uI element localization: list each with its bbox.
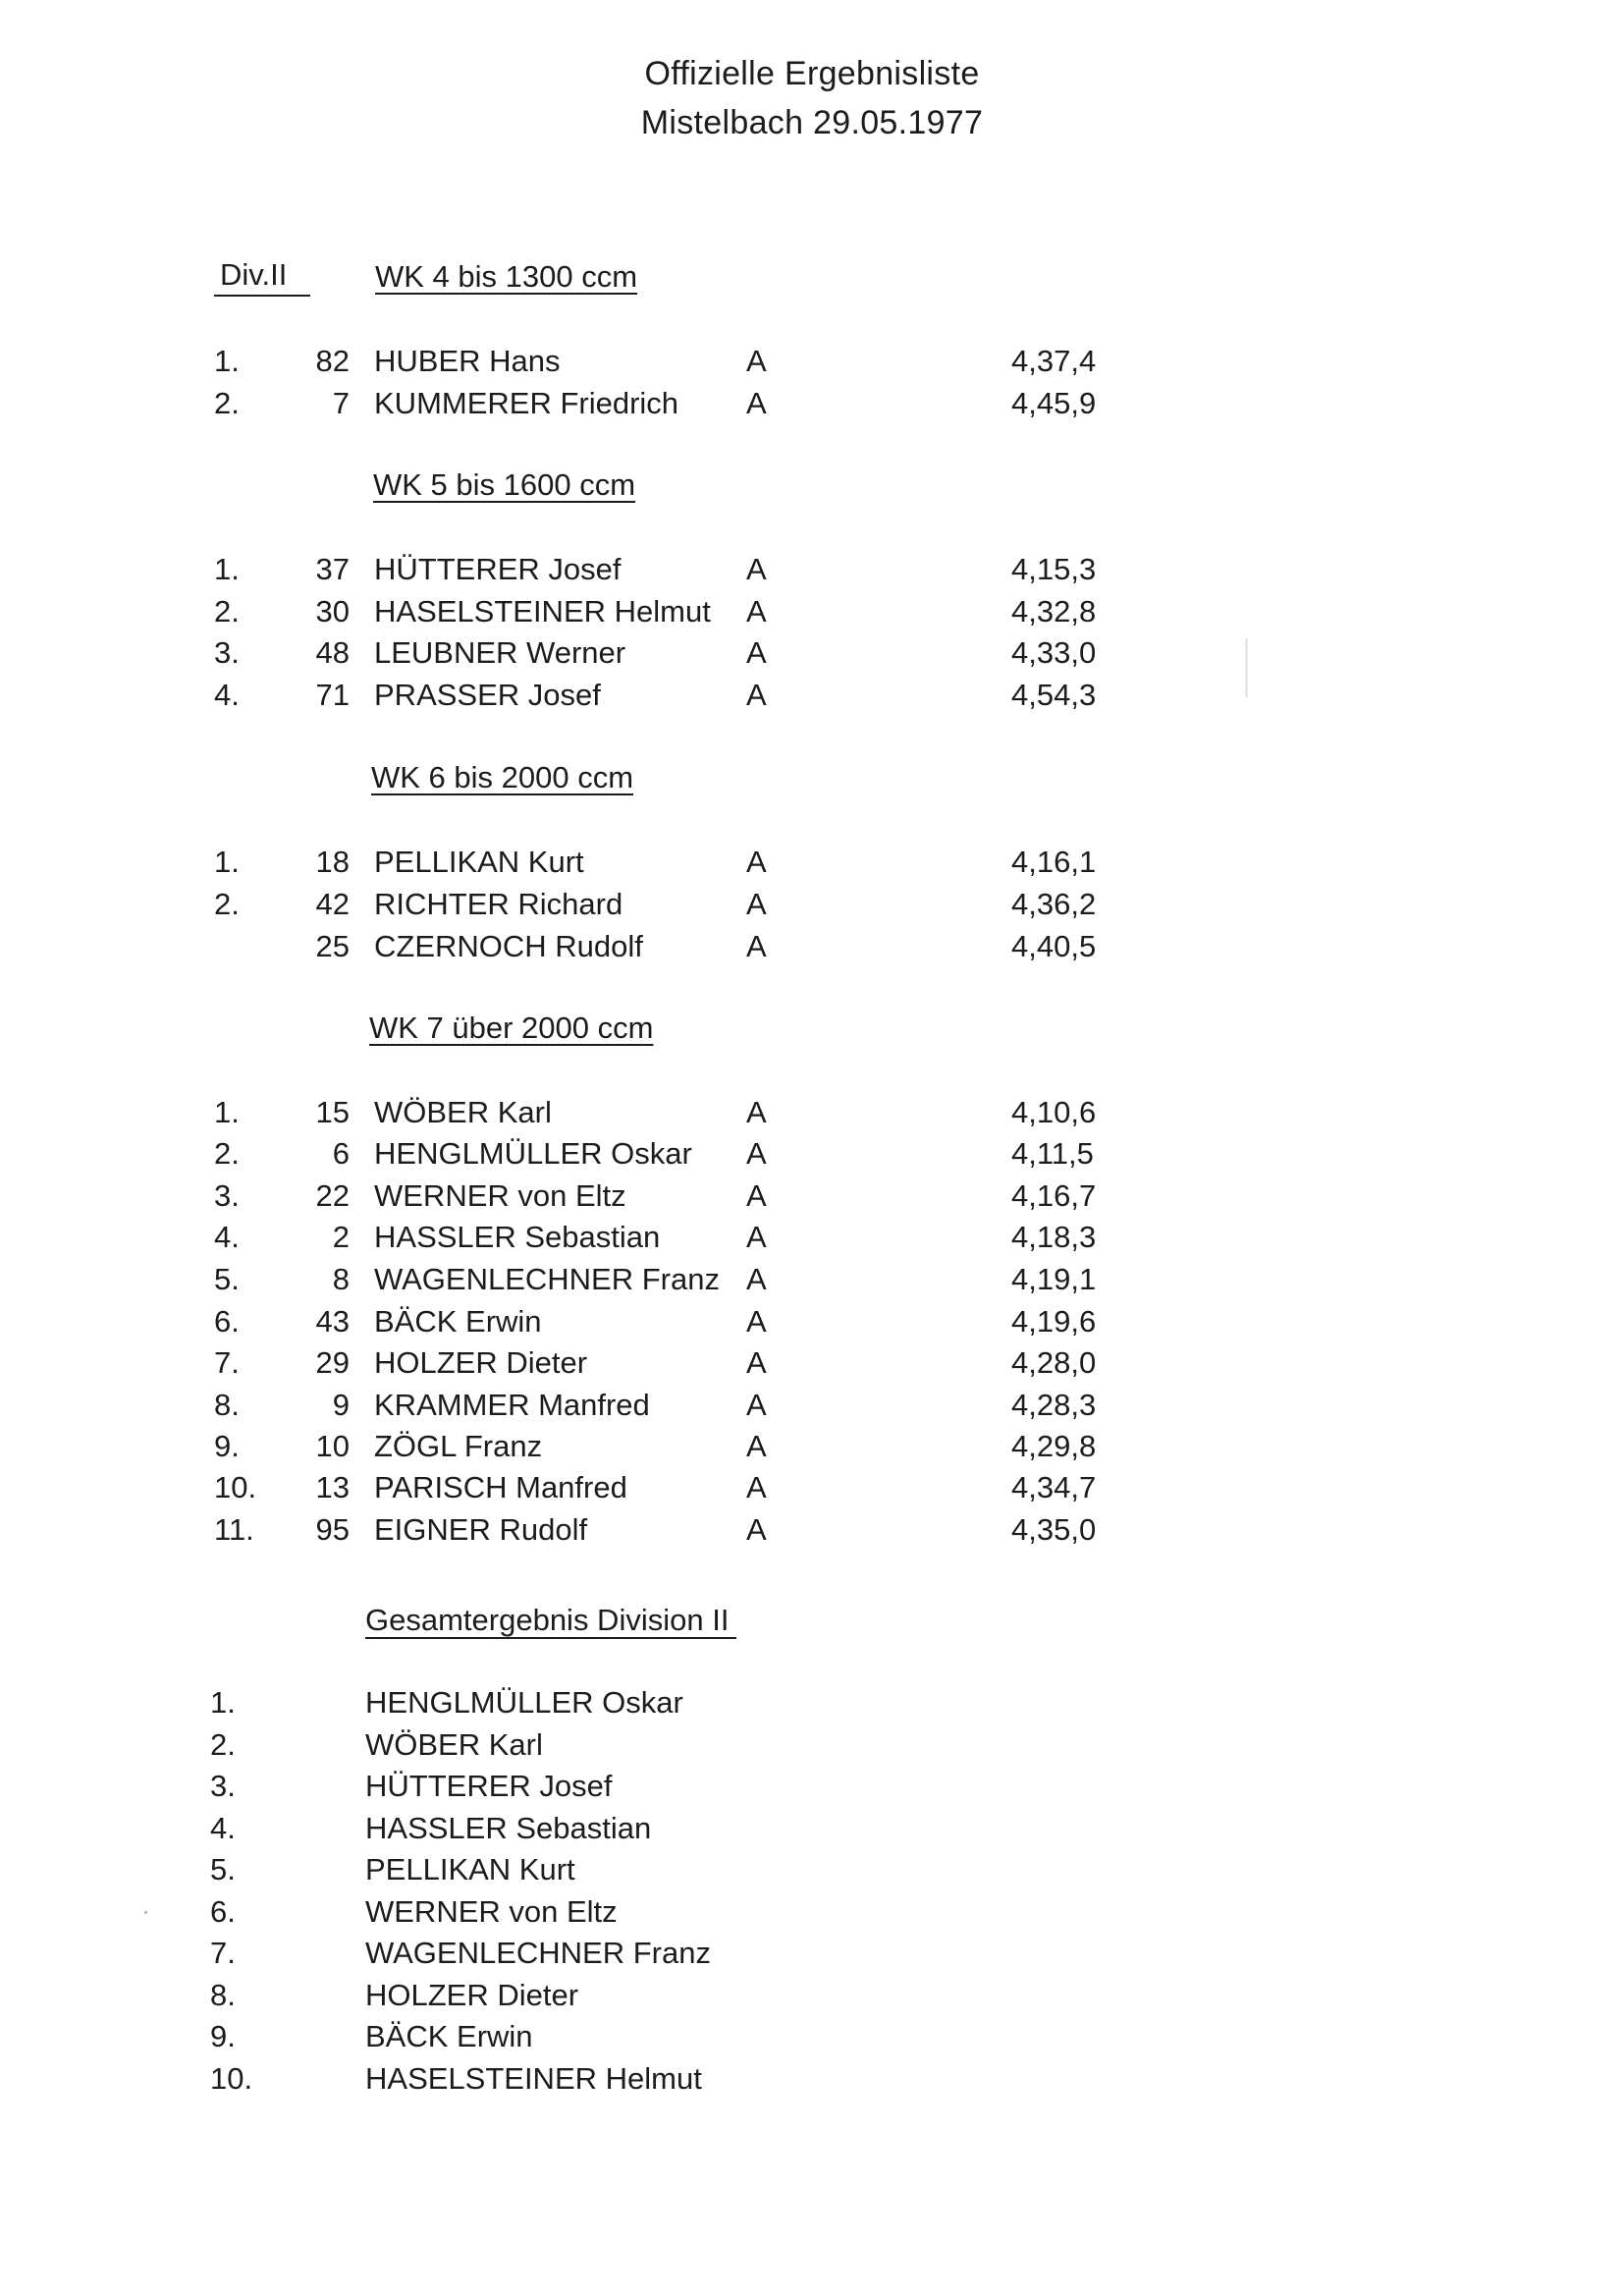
overall-row	[0, 1727, 1624, 1767]
overall-position: 9.	[210, 2019, 236, 2053]
row-class: A	[746, 552, 767, 586]
overall-driver-name: WAGENLECHNER Franz	[365, 1936, 711, 1970]
result-row	[0, 1178, 1624, 1218]
overall-row	[0, 1685, 1624, 1724]
row-class: A	[746, 1095, 767, 1129]
row-class: A	[746, 1388, 767, 1422]
row-driver-name: WÖBER Karl	[374, 1095, 552, 1129]
row-driver-name: WAGENLECHNER Franz	[374, 1262, 720, 1296]
overall-position: 10.	[210, 2061, 253, 2096]
overall-position: 1.	[210, 1685, 236, 1720]
overall-row	[0, 1769, 1624, 1808]
row-start-number: 43	[315, 1304, 350, 1339]
row-class: A	[746, 1178, 767, 1213]
row-time: 4,10,6	[1011, 1095, 1097, 1129]
row-position: 10.	[214, 1470, 257, 1504]
scan-artifact	[1245, 638, 1248, 697]
overall-position: 7.	[210, 1936, 236, 1970]
row-position: 11.	[214, 1512, 254, 1547]
row-driver-name: KUMMERER Friedrich	[374, 386, 679, 420]
row-start-number: 42	[315, 887, 350, 921]
result-row	[0, 552, 1624, 591]
result-row	[0, 845, 1624, 884]
row-class: A	[746, 1304, 767, 1339]
row-driver-name: HENGLMÜLLER Oskar	[374, 1136, 692, 1171]
overall-row	[0, 2019, 1624, 2058]
row-position: 2.	[214, 887, 240, 921]
row-driver-name: HOLZER Dieter	[374, 1345, 588, 1380]
row-position: 2.	[214, 1136, 240, 1171]
row-start-number: 48	[315, 635, 350, 670]
row-time: 4,54,3	[1011, 678, 1097, 712]
result-row	[0, 635, 1624, 675]
row-start-number: 95	[315, 1512, 350, 1547]
row-start-number: 71	[315, 678, 350, 712]
overall-position: 5.	[210, 1852, 236, 1886]
row-position: 5.	[214, 1262, 240, 1296]
row-class: A	[746, 887, 767, 921]
row-driver-name: RICHTER Richard	[374, 887, 623, 921]
row-start-number: 37	[315, 552, 350, 586]
overall-row	[0, 1811, 1624, 1850]
overall-position: 2.	[210, 1727, 236, 1762]
result-row	[0, 1095, 1624, 1134]
overall-row	[0, 1894, 1624, 1934]
overall-position: 4.	[210, 1811, 236, 1845]
overall-row	[0, 1852, 1624, 1891]
row-start-number: 7	[332, 386, 350, 420]
row-start-number: 15	[315, 1095, 350, 1129]
overall-driver-name: HENGLMÜLLER Oskar	[365, 1685, 683, 1720]
overall-driver-name: HÜTTERER Josef	[365, 1769, 613, 1803]
row-position: 1.	[214, 845, 240, 879]
row-class: A	[746, 386, 767, 420]
overall-driver-name: WÖBER Karl	[365, 1727, 543, 1762]
row-class: A	[746, 1429, 767, 1463]
overall-row	[0, 1978, 1624, 2017]
overall-driver-name: HASELSTEINER Helmut	[365, 2061, 702, 2096]
row-class: A	[746, 635, 767, 670]
result-row	[0, 1388, 1624, 1427]
row-position: 8.	[214, 1388, 240, 1422]
row-position: 1.	[214, 552, 240, 586]
row-start-number: 9	[332, 1388, 350, 1422]
result-row	[0, 1429, 1624, 1468]
row-time: 4,28,3	[1011, 1388, 1097, 1422]
row-driver-name: BÄCK Erwin	[374, 1304, 542, 1339]
row-time: 4,16,1	[1011, 845, 1097, 879]
class-heading-wk7: WK 7 über 2000 ccm	[369, 1011, 654, 1045]
row-position: 2.	[214, 594, 240, 629]
row-driver-name: HUBER Hans	[374, 344, 561, 378]
overall-driver-name: HASSLER Sebastian	[365, 1811, 652, 1845]
overall-position: 8.	[210, 1978, 236, 2012]
class-heading-wk4: WK 4 bis 1300 ccm	[375, 259, 638, 294]
result-row	[0, 1304, 1624, 1343]
row-position: 1.	[214, 1095, 240, 1129]
row-driver-name: PRASSER Josef	[374, 678, 601, 712]
row-position: 6.	[214, 1304, 240, 1339]
row-driver-name: WERNER von Eltz	[374, 1178, 626, 1213]
row-position: 4.	[214, 1220, 240, 1254]
row-driver-name: PARISCH Manfred	[374, 1470, 627, 1504]
row-driver-name: LEUBNER Werner	[374, 635, 626, 670]
row-start-number: 30	[315, 594, 350, 629]
row-driver-name: EIGNER Rudolf	[374, 1512, 588, 1547]
overall-heading: Gesamtergebnis Division II	[365, 1603, 730, 1637]
result-row	[0, 678, 1624, 717]
overall-row	[0, 1936, 1624, 1975]
result-row	[0, 1262, 1624, 1301]
overall-row	[0, 2061, 1624, 2101]
result-row	[0, 386, 1624, 425]
row-time: 4,15,3	[1011, 552, 1097, 586]
row-start-number: 18	[315, 845, 350, 879]
row-start-number: 2	[332, 1220, 350, 1254]
row-start-number: 25	[315, 929, 350, 963]
result-row	[0, 929, 1624, 968]
row-driver-name: ZÖGL Franz	[374, 1429, 543, 1463]
row-class: A	[746, 929, 767, 963]
row-class: A	[746, 1136, 767, 1171]
row-driver-name: PELLIKAN Kurt	[374, 845, 584, 879]
row-class: A	[746, 594, 767, 629]
row-driver-name: CZERNOCH Rudolf	[374, 929, 643, 963]
overall-driver-name: HOLZER Dieter	[365, 1978, 579, 2012]
overall-position: 6.	[210, 1894, 236, 1929]
row-class: A	[746, 678, 767, 712]
row-time: 4,19,1	[1011, 1262, 1097, 1296]
division-underline	[214, 295, 310, 297]
overall-driver-name: WERNER von Eltz	[365, 1894, 618, 1929]
row-start-number: 10	[315, 1429, 350, 1463]
row-time: 4,35,0	[1011, 1512, 1097, 1547]
row-position: 1.	[214, 344, 240, 378]
row-time: 4,40,5	[1011, 929, 1097, 963]
row-class: A	[746, 1470, 767, 1504]
row-start-number: 22	[315, 1178, 350, 1213]
row-time: 4,36,2	[1011, 887, 1097, 921]
row-position: 4.	[214, 678, 240, 712]
row-position: 3.	[214, 1178, 240, 1213]
row-position: 7.	[214, 1345, 240, 1380]
result-row	[0, 344, 1624, 383]
row-position: 2.	[214, 386, 240, 420]
page-subtitle: Mistelbach 29.05.1977	[640, 104, 984, 141]
row-time: 4,34,7	[1011, 1470, 1097, 1504]
row-time: 4,32,8	[1011, 594, 1097, 629]
row-time: 4,19,6	[1011, 1304, 1097, 1339]
row-start-number: 6	[332, 1136, 350, 1171]
row-class: A	[746, 1220, 767, 1254]
row-position: 9.	[214, 1429, 240, 1463]
result-row	[0, 1345, 1624, 1385]
row-driver-name: HASSLER Sebastian	[374, 1220, 661, 1254]
row-position: 3.	[214, 635, 240, 670]
row-time: 4,45,9	[1011, 386, 1097, 420]
overall-driver-name: BÄCK Erwin	[365, 2019, 533, 2053]
row-start-number: 13	[315, 1470, 350, 1504]
row-time: 4,11,5	[1011, 1136, 1094, 1171]
result-row	[0, 1220, 1624, 1259]
result-row	[0, 1470, 1624, 1509]
row-time: 4,37,4	[1011, 344, 1097, 378]
row-start-number: 82	[315, 344, 350, 378]
overall-heading-underline	[365, 1637, 736, 1639]
row-start-number: 29	[315, 1345, 350, 1380]
class-heading-wk6: WK 6 bis 2000 ccm	[371, 760, 634, 794]
division-label: Div.II	[220, 257, 288, 292]
row-driver-name: HASELSTEINER Helmut	[374, 594, 711, 629]
row-class: A	[746, 1345, 767, 1380]
row-class: A	[746, 1262, 767, 1296]
row-time: 4,29,8	[1011, 1429, 1097, 1463]
result-row	[0, 1512, 1624, 1552]
page-title: Offizielle Ergebnisliste	[644, 55, 980, 92]
class-heading-wk5: WK 5 bis 1600 ccm	[373, 467, 636, 502]
row-start-number: 8	[332, 1262, 350, 1296]
overall-position: 3.	[210, 1769, 236, 1803]
row-time: 4,33,0	[1011, 635, 1097, 670]
row-class: A	[746, 344, 767, 378]
row-time: 4,16,7	[1011, 1178, 1097, 1213]
row-time: 4,18,3	[1011, 1220, 1097, 1254]
row-driver-name: HÜTTERER Josef	[374, 552, 622, 586]
overall-driver-name: PELLIKAN Kurt	[365, 1852, 575, 1886]
row-class: A	[746, 845, 767, 879]
row-time: 4,28,0	[1011, 1345, 1097, 1380]
result-row	[0, 887, 1624, 926]
scan-speck	[144, 1911, 147, 1914]
result-row	[0, 1136, 1624, 1175]
row-driver-name: KRAMMER Manfred	[374, 1388, 650, 1422]
row-class: A	[746, 1512, 767, 1547]
result-row	[0, 594, 1624, 633]
